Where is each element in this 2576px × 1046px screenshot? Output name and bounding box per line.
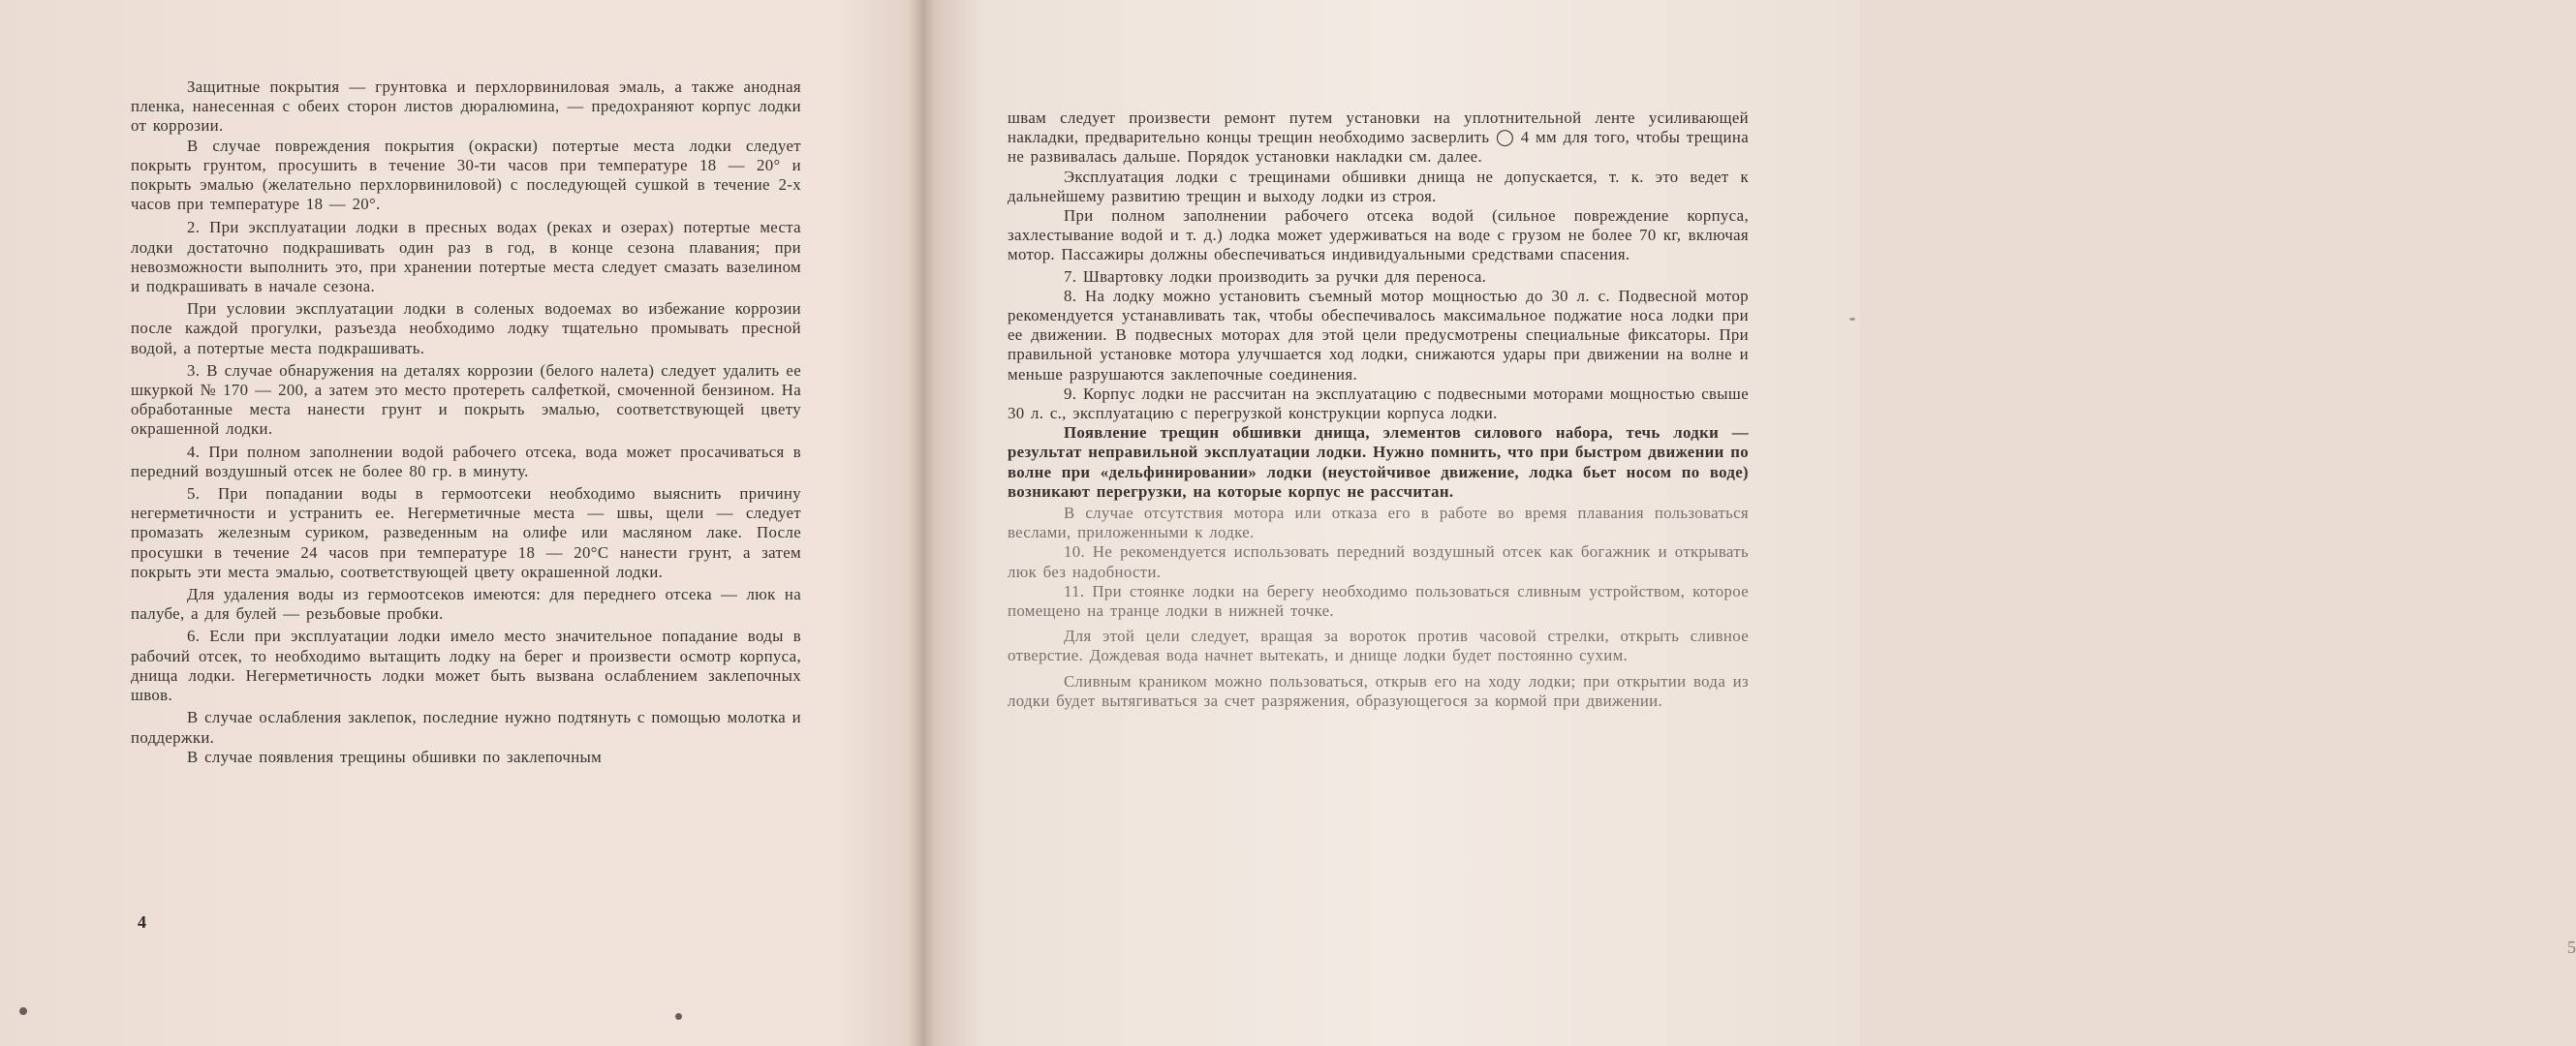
paragraph: 8. На лодку можно установить съемный мотор мощностью до 30 л. с. Подвесной мотор рекомендуется устанавливать так, чтобы обеспечивалось максимальное поджатие носа лодки при ее движении. В подвесных моторах для этой цели предусмотрены специальные фиксаторы. При правильной установке мотора улучшается ход лодки, снижаются удары при движении на волне и меньше разрушаются заклепочные соединения. <box>1008 286 1749 384</box>
paragraph: 5. При попадании воды в гермоотсеки необходимо выяснить причину негерметичности и устранить ее. Негерметичные места — швы, щели — следует промазать железным суриком, разведенным на олифе или масляном лаке. После просушки в течение 24 часов при температуре 18 — 20°C нанести грунт, а затем покрыть эти места эмалью, соответствующей цвету окрашенной лодки. <box>131 484 801 581</box>
paper-speck <box>1849 318 1855 321</box>
page-number: 5 <box>2567 938 2576 957</box>
paragraph: 3. В случае обнаружения на деталях коррозии (белого налета) следует удалить ее шкуркой № 170 — 200, а затем это место протереть салфеткой, смоченной бензином. На обработанные места нанести грунт и покрыть эмалью, соответствующей цвету окрашенной лодки. <box>131 360 801 439</box>
paragraph: Для удаления воды из гермоотсеков имеются: для переднего отсека — люк на палубе, а для булей — резьбовые пробки. <box>131 585 801 624</box>
paragraph: При условии эксплуатации лодки в соленых водоемах во избежание коррозии после каждой прогулки, разъезда необходимо лодку тщательно промывать пресной водой, а потертые места подкрашивать. <box>131 299 801 357</box>
paper-speck <box>19 1007 27 1015</box>
page-number: 4 <box>138 912 146 932</box>
right-page-text <box>1008 108 1749 711</box>
paragraph: 2. При эксплуатации лодки в пресных водах (реках и озерах) потертые места лодки достаточно подкрашивать один раз в год, в конце сезона плавания; при невозможности выполнить это, при хранении потертые места следует смазать вазелином и подкрашивать в начале сезона. <box>131 218 801 296</box>
paragraph: В случае отсутствия мотора или отказа его в работе во время плавания пользоваться веслами, приложенными к лодке. <box>1008 504 1749 542</box>
paragraph: В случае ослабления заклепок, последние нужно подтянуть с помощью молотка и поддержки. <box>131 708 801 747</box>
paragraph: 4. При полном заполнении водой рабочего отсека, вода может просачиваться в передний воздушный отсек не более 80 гр. в минуту. <box>131 442 801 480</box>
paragraph: швам следует произвести ремонт путем установки на уплотнительной ленте усиливающей накладки, предварительно концы трещин необходимо засверлить ◯ 4 мм для того, чтобы трещина не развивалась дальше. Порядок установки накладки см. далее. <box>1008 108 1749 167</box>
paragraph: Появление трещин обшивки днища, элементов силового набора, течь лодки — результат неправильной эксплуатации лодки. Нужно помнить, что при быстром движении по волне при «дельфинировании» лодки (неустойчивое движение, лодка бьет носом по воде) возникают перегрузки, на которые корпус не рассчитан. <box>1008 423 1749 501</box>
paragraph: Защитные покрытия — грунтовка и перхлорвиниловая эмаль, а также анодная пленка, нанесенная с обеих сторон листов дюралюмина, — предохраняют корпус лодки от коррозии. <box>131 77 801 136</box>
paragraph: 11. При стоянке лодки на берегу необходимо пользоваться сливным устройством, которое помещено на транце лодки в нижней точке. <box>1008 581 1749 621</box>
paragraph: 9. Корпус лодки не рассчитан на эксплуатацию с подвесными моторами мощностью свыше 30 л. с., эксплуатацию с перегрузкой конструкции корпуса лодки. <box>1008 384 1749 423</box>
paragraph: Эксплуатация лодки с трещинами обшивки днища не допускается, т. к. это ведет к дальнейшему развитию трещин и выходу лодки из строя. <box>1008 167 1749 205</box>
left-page <box>0 0 916 1046</box>
paragraph: 10. Не рекомендуется использовать передний воздушный отсек как богажник и открывать люк без надобности. <box>1008 542 1749 581</box>
paper-speck <box>675 1013 682 1020</box>
paragraph: В случае повреждения покрытия (окраски) потертые места лодки следует покрыть грунтом, просушить в течение 30-ти часов при температуре 18 — 20° и покрыть эмалью (желательно перхлорвиниловой) с последующей сушкой в течение 2-х часов при температуре 18 — 20°. <box>131 136 801 214</box>
paragraph: При полном заполнении рабочего отсека водой (сильное повреждение корпуса, захлестывание водой и т. д.) лодка может удерживаться на воде с грузом не более 70 кг, включая мотор. Пассажиры должны обеспечиваться индивидуальными средствами спасения. <box>1008 206 1749 264</box>
paragraph: В случае появления трещины обшивки по заклепочным <box>187 747 603 766</box>
paragraph: Сливным краником можно пользоваться, открыв его на ходу лодки; при открытии вода из лодки будет вытягиваться за счет разряжения, образующегося за кормой при движении. <box>1008 671 1749 710</box>
right-page <box>925 0 2576 1046</box>
paragraph: 6. Если при эксплуатации лодки имело место значительное попадание воды в рабочий отсек, то необходимо вытащить лодку на берег и произвести осмотр корпуса, днища лодки. Негерметичность лодки может быть вызвана ослаблением заклепочных швов. <box>131 627 801 705</box>
paragraph: 7. Швартовку лодки производить за ручки для переноса. <box>1064 266 1487 286</box>
paragraph: Для этой цели следует, вращая за вороток против часовой стрелки, открыть сливное отверстие. Дождевая вода начнет вытекать, и днище лодки будет постоянно сухим. <box>1008 627 1749 665</box>
left-page-text <box>131 77 801 767</box>
